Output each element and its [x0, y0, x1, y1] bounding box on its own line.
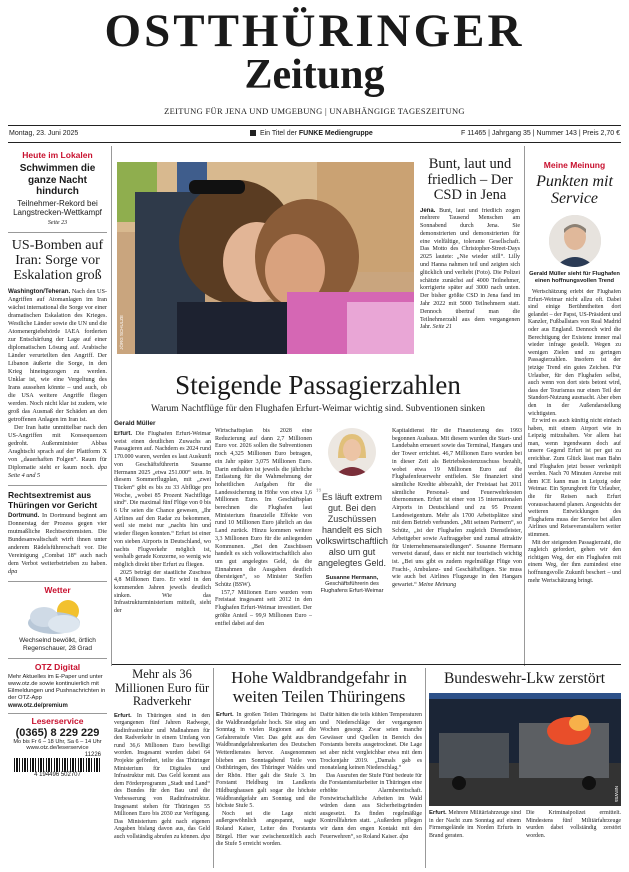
- lead-text-1: Die Flughafen Erfurt-Weimar weist einen deutlichen Zuwachs an Passagieren auf. Nachdem es 2024 rund 170.000 waren, werden es laut Auskunft von Geschäftsführerin Susanne Hermann 2025 „etwa 251.000“ sein. In diesem Sommerflugplan, mit „zwei Tücken“ gibt es bis zu 33 Abflüge pro Woche, „wobei 85 Prozent Nachtflüge sind“. Die maximal fünf Flüge von 0 bis 6 Uhr seien die Chance gewesen, „Ihr Airlines auf den Radar zu bekommen, weil sie meist nur „nachts hin und wieder fliegen konnten.“ Erfurt ist einer von sieben Airports in Deutschland, wo nachts Flugverkehr möglich ist, weshalb gerade Konzerne, so wenig wie möglich direkt über Erfurt zu fliegen.: [114, 431, 211, 568]
- photo-credit: JÖRG SCHULZE: [119, 315, 124, 350]
- digital-label: OTZ Digital: [34, 661, 81, 672]
- quote-box: [316, 428, 388, 660]
- csd-ref: Seite 21: [432, 324, 452, 331]
- publisher-prefix: Ein Titel der: [259, 130, 297, 137]
- fire-body-2: [320, 712, 422, 773]
- lead-text-2: Wirtschaftsplan bis 2028 eine Reduzierung auf dann 2,7 Millionen Euro vor. 2026 sollen die Subventionen noch 4,325 Millionen Euro betragen, ein Jahr später 3,075 Millionen Euro. Darin enthalten ist jeweils die jährliche Entlastung für die Wahrnehmung der hoheitlichen Aufgaben für die Landessicherung in Höhe von etwa 1,6 Millionen Euro. Im Geschäftsplan berechnen die Flughafen laut Ministerium finanzielle Effekte von rund 10 Millionen Euro jährlich an das Land zurück. Hinzu kommen weitere 3,3 Millionen Euro für die anliegenden Kommunen. „Bei den Zuschüssen handelt es sich volkswirtschaftlich also um gut angelegtes Geld, da die Einnahmen die Ausgaben deutlich übersteigen“, so Minister Steffen Schütz (BSW).: [215, 428, 312, 589]
- lkw-col-2: [526, 810, 621, 868]
- weather-text: Wechselnd bewölkt, örtlich Regenschauer, 28 Grad: [19, 636, 96, 652]
- extremist-body: [8, 512, 107, 576]
- extremist-headline: Rechtsextremist aus Thüringen vor Gericht: [8, 489, 98, 510]
- extremist-ref: dpa: [8, 567, 18, 575]
- opinion-body-3: [528, 540, 621, 586]
- divider: [8, 713, 107, 714]
- masthead-title: OSTTHÜRINGER: [104, 5, 525, 57]
- publisher-line: [250, 130, 373, 137]
- lead-body-1: [114, 431, 211, 570]
- opinion-body: [528, 289, 621, 418]
- lead-body-1b: [114, 570, 211, 616]
- service-label: Leserservice: [31, 716, 84, 727]
- lead-author: Gerald Müller: [114, 420, 156, 427]
- radwege-dateline: Erfurt.: [114, 712, 132, 719]
- fire-body-1: [216, 712, 316, 811]
- service-phone: (0365) 8 229 229: [15, 727, 100, 740]
- opinion-column: [528, 146, 621, 666]
- author-avatar: [549, 215, 601, 267]
- lead-subheadline: Warum Nachtflüge für den Flughafen Erfurt-Weimar wichtig sind. Subventionen sinken: [150, 404, 486, 414]
- issue-date: Montag, 23. Juni 2025: [9, 130, 79, 137]
- opinion-body-2: [528, 418, 621, 540]
- fire-col-1: [216, 712, 316, 868]
- opinion-label: Meine Meinung: [543, 160, 606, 170]
- lead-body-2b: [215, 590, 312, 629]
- divider: [8, 581, 107, 582]
- tagline: ZEITUNG FÜR JENA UND UMGEBUNG | UNABHÄNGIGE TAGESZEITUNG: [164, 106, 465, 116]
- barcode-number: 4 194496 502707: [34, 772, 81, 779]
- iran-body-p2: Der Iran hatte unmittelbar nach den US-Angriffen mit Konsequenzen gedroht. Außenminister Abbas Araghtschi sprach auf der Plattform X von „dauerhaften Folgen“. Raum für Diplomatie sieht er kaum noch.: [8, 423, 107, 471]
- quote-text: Es läuft extrem gut. Bei den Zuschüssen handelt es sich volkswirtschaftlich also um gut angelegtes Geld.: [316, 492, 388, 568]
- lkw-body-2: [526, 810, 621, 840]
- divider: [8, 232, 107, 233]
- bottom-divider-2: [425, 668, 426, 868]
- quote-mark-icon: „: [316, 477, 322, 494]
- extremist-text: In Dortmund beginnt am Donnerstag der Prozess gegen vier mutmaßliche Rechtsextremisten. Die Bundesanwaltschaft wirft ihnen unter anderem Rädelsführerschaft vor. Die Vereinigung „Combat 18“ auch nach dem Verbot weiterbetrieben zu haben.: [8, 511, 107, 567]
- opinion-text-3: Mit der steigenden Passagierzahl, die zugleich gefordert, gehen wir den richtigen Weg, der ein Flughafen mit einem Weg, der ihm zumindest eine hoffnungsvolle Zukunft beschert – und mehr Wertschätzung bringt.: [528, 539, 621, 584]
- divider: [8, 485, 107, 486]
- publisher-icon: [250, 130, 256, 136]
- csd-headline: Bunt, laut und friedlich – Der CSD in Jena: [427, 157, 513, 203]
- radwege-article: [114, 668, 210, 868]
- fire-dateline: Erfurt.: [216, 712, 234, 718]
- radwege-headline: Mehr als 36 Millionen Euro für Radverkehr: [114, 668, 210, 708]
- opinion-text-2: Er wird es auch künftig nicht einfach haben, mit einem Airport wie in Leipzig mitzuhalten. Vor allem hat man, wenn irgendwann doch auf unsere Gegend Erfurt ist per gut zu ereichbar. Zum Glück lässt man Bahn und Flughafen jetzt besser verknüpft werden. Nach 70 Minuten Anreise mit dem ICE kann man in Leipzig oder Weimar. Ein Sprungbrett für Urlauber, die für Reisen nach Erfurt vorausschauend planen. Angesichts der weiteren Entwicklungen des Flughafens muss der Service bei allen Airlines und Reiseveranstaltern weiter stimmen.: [528, 418, 621, 538]
- publisher-name: FUNKE Mediengruppe: [298, 130, 373, 137]
- barcode-number-top: 11226: [84, 752, 101, 759]
- service-hours: Mo bis Fr 6 – 18 Uhr, Sa 6 – 14 Uhr: [13, 739, 102, 746]
- lkw-headline: Bundeswehr-Lkw zerstört: [443, 670, 606, 687]
- fire-headline: Hohe Waldbrandgefahr in weiten Teilen Thüringens: [231, 668, 407, 706]
- radwege-body: [114, 713, 210, 842]
- lead-dateline: Erfurt.: [114, 431, 132, 437]
- masthead-subtitle: Zeitung: [244, 52, 385, 98]
- fire-ref: dpa: [399, 833, 409, 840]
- lead-body-2: [215, 428, 312, 590]
- left-column-rule: [111, 146, 112, 666]
- csd-photo: [117, 162, 414, 354]
- quote-name: Susanne Hermann,: [325, 575, 379, 581]
- weather-label: Wetter: [44, 584, 71, 595]
- extremist-dateline: Dortmund.: [8, 511, 40, 519]
- left-column: [8, 146, 107, 866]
- bottom-divider-1: [213, 668, 214, 868]
- iran-body: [8, 288, 107, 424]
- weather-icon: [8, 597, 107, 637]
- fire-text-2b: Das Ausrufen der Stufe Fünf bedeute für die Forstamtsmitarbeiter in Thüringen eine erhöhte Alarmbereitschaft. Forstwirtschaftliche Arbeiten im Wald würden dann aus Sicherheitsgründen ausgesetzt. Es finden regelmäßige Kontrollfahrten statt. „Außerdem pflegen wir dann den engen Kontakt mit den Feuerwehren“, so Roland Kaiser.: [320, 772, 422, 840]
- divider: [8, 658, 107, 659]
- fire-text-1b: Noch sei die Lage nicht außergewöhnlich angespannt, sagte Roland Kaiser, Leiter des Forstamts Bürgel. Hier war zwischenzeitlich auch die Stufe 5 erreicht worden.: [216, 810, 316, 848]
- lead-col-2: [215, 428, 312, 660]
- lead-text-2b: 157,7 Millionen Euro wurden vom Freistaat insgesamt seit 2012 in den Flughafen Erfurt-Weimar investiert. Der größte Anteil – 99,9 Millionen Euro – entfiel dabei auf den: [215, 589, 312, 627]
- lkw-photo: [429, 693, 621, 806]
- opinion-text-1: Wertschätzung erlebt der Flughafen Erfurt-Weimar nicht allzu oft. Dabei sind einige Berühmtheiten dort gelandet – der Papst, US-Präsident und Kanzler, Fußballstars von Real Madrid oder aus England. Dennoch wird die Berechtigung der Existenz immer mal wieder infrage gestellt. Wegen zu wenigen Zielen und zu geringen Passagierzahlen. Insofern ist der jetzige Trend ein gutes Zeichen. Für Urlauber, für den Flughafen selbst, auch wenn von dort stets betont wird, dass der Tourismus nur einen Teil der Standort-Nutzung ausmacht. Aber eben den in der Außendarstellung wichtigsten.: [528, 289, 621, 417]
- lead-headline: Steigende Passagierzahlen: [175, 370, 461, 400]
- lead-body-3: [392, 428, 522, 590]
- fire-text-1: In großen Teilen Thüringens ist die Waldbrandgefahr hoch. Sie stieg am Sonntag in vielen Regionen auf die Gefahrenstufe Vier. Das geht aus den Waldbrandgefahrenkarten des Deutschen Wetterdienstes hervor. Ausgenommen blieben am Sonntagabend Teile von Ostthüringen, des Thüringer Waldes und der Rhön. Hier galt die Stufe 3. Im Forstamt Heldburg im Landkreis Hildburghausen galt sogar die höchste Waldbrandgefahr am Sonntag und die höchste Stufe 5.: [216, 712, 316, 810]
- opinion-caption: Gerald Müller sieht für Flughafen einen hoffnungsvollen Trend: [529, 271, 620, 284]
- lead-text-1b: 2025 beträgt der staatliche Zuschuss 4,8 Millionen Euro. Er wird in den kommenden Jahren jeweils deutlich sinken. Wie das Infrastrukturministerium mitteilt, sieht der: [114, 569, 211, 615]
- opinion-headline: Punkten mit Service: [536, 173, 613, 207]
- fire-body-2b: [320, 773, 422, 841]
- barcode-icon: [14, 758, 101, 772]
- lkw-dateline: Erfurt.: [429, 810, 447, 816]
- digital-url[interactable]: www.otz.de/premium: [8, 703, 68, 710]
- quote-role: Geschäftsführerin des Flughafens Erfurt-Weimar: [320, 581, 384, 594]
- fire-body-1b: [216, 811, 316, 849]
- csd-dateline: Jena.: [420, 207, 436, 214]
- lead-ref: Meine Meinung: [418, 582, 457, 589]
- iran-ref: dpa Seite 4 und 5: [8, 463, 107, 479]
- fire-col-2: [320, 712, 422, 868]
- csd-body: [420, 208, 520, 333]
- csd-text: Bunt, laut und friedlich zogen mehrere Tausend Menschen am Sonnabend durch Jena. Sie demonstrierten und demonstrierten für eine vielfältige, tolerante Gesellschaft. Das Motto des Christopher-Street-Days 2025 lautete: „Nie wieder still“. Lilly und Hanna nahmen teil und zeigten sich glücklich und verliebt (Foto). Die Polizei schätzte zunächst auf 4000 Teilnehmer, korrigierte später auf 3000 nach unten. Der bisher größte CSD in Jena fand im Jahr 2022 mit 5000 Teilnehmern statt. Dennoch übertraf man die Teilnehmerzahl aus dem vergangenen Jahr.: [420, 207, 520, 331]
- digital-text: Mehr Aktuelles im E-Paper und unter www.otz.de sowie kontinuierlich mit Eilmeldungen und Pushnachrichten in der OTZ-App: [8, 673, 106, 702]
- issue-info: F 11465 | Jahrgang 35 | Nummer 143 | Preis 2,70 €: [460, 130, 620, 137]
- radwege-ref: dpa: [201, 834, 210, 840]
- radwege-text: In Thüringen sind in den vergangenen fünf Jahren Radwege, Radinfrastruktur und Maßnahmen für den Radverkehr in einem Umfang von rund 36,6 Millionen Euro bewilligt worden. Insgesamt wurden dabei 64 Projekte gefördert, teilte das Thüringer Ministerium für Digitales und Infrastruktur mit. Das Geld kommt aus dem Förderprogramm „Stadt und Land“ des Bundes für den Bau und die Verbesserung von Radinfrastruktur. Insgesamt stehen für Thüringen 55 Millionen Euro bis 2030 zur Verfügung. Das Ministerium geht nach eigenen Angaben bislang davon aus, das Geld auch vollständig abrufen zu können.: [114, 712, 210, 840]
- iran-dateline: Washington/Teheran.: [8, 287, 71, 295]
- lead-col-1: [114, 420, 211, 660]
- lkw-col-1: [429, 810, 521, 868]
- lkw-text-2: Die Kriminalpolizei ermittelt. Mindestens fünf Militärfahrzeuge wurden dabei vollständig zerstört worden.: [526, 810, 621, 839]
- lkw-body-1: [429, 810, 521, 840]
- lead-text-3: Kapitaldienst für die Finanzierung des 1993 begonnen Ausbaus. Mit diesem wurden die Start- und Landebahn erneuert sowie das Terminal, Hangars und der Tower errichtet. 46,7 Millionen Euro wurden bei in dieser Zeit als Betriebskostenzuschuss bezahlt, wobei etwa 19 Millionen Euro auf die Flughafenfeuerwehr entfielen. Sie finanziert sind sämtliche Kredite abbezahlt, der Freistaat hat 2011 sämtliche Personal- und Feuerwehrkosten übernommen. Erfurt ist einer von 15 internationalen Airports in Deutschland und zu 95 Prozent Landeseigentum. Mehr als 1700 Arbeitsplätze sind mit dem Betrieb verbunden. „Mit seinen Partnern“, so Schütz, „ist der Flughafen zugleich Dienstleister, Arbeitgeber sowie Auftraggeber und zumal attraktiv für Unternehmensansiedlungen“. Susanne Hermann verweist darauf, dass er nicht nur touristisch wichtig ist. „Bei uns gibt es zudem regelmäßige Flüge von Fracht-, Ambulanz- und Geschäftsflügen. Sie muss wie auch bei Airlines Flugzeuge in den Hangars gewartet.“: [392, 428, 522, 589]
- right-column-rule: [524, 146, 525, 666]
- lkw-photo-credit: NEWS5: [614, 785, 619, 802]
- csd-article: [420, 157, 520, 357]
- quote-portrait: [328, 428, 376, 476]
- service-url[interactable]: www.otz.de/leserservice: [26, 745, 89, 752]
- local-subheadline: Teilnehmer-Rekord bei Langstrecken-Wettkampf: [13, 198, 102, 217]
- bottom-row-rule: [112, 664, 621, 665]
- lkw-text-1: Mehrere Militärfahrzeuge sind in der Nacht zum Sonntag auf einem Firmengelände im Norden Erfurts in Brand geraten.: [429, 810, 521, 839]
- iran-body-p1: Nach den US-Angriffen auf Atomanlagen im Iran wächst international die Sorge vor einer dramatischen Eskalation des Krieges. Westliche Länder sowie die UN und die Atomenergiebehörde IAEA forderten zur Entschärfung der Lage auf einer diplomatischen Lösung auf. Arabische Länder verurteilten den Angriff. Der Libanon äußerte die Sorge, in den Krieg hineingezogen zu werden. Unklar ist, wie eine Vergeltung des Irans aussehen könnte – und auch, ob die USA weitere Angriffe fliegen werden. Noch nicht klar ist zudem, wie groß das Ausmaß der Schäden an den getroffenen Anlagen im Iran ist.: [8, 287, 107, 423]
- lead-col-3: [392, 428, 522, 660]
- infobar-top-rule: [8, 125, 621, 126]
- section-label-local: Heute im Lokalen: [22, 150, 93, 160]
- infobar-bottom-rule: [8, 142, 621, 143]
- local-headline: Schwimmen die ganze Nacht hindurch: [19, 163, 96, 197]
- fire-text-2: Dafür hätten die teils kühlen Temperaturen und Niederschläge der vergangenen Wochen gesorgt. Zwar seien manche Gewässer und Quellen in Bereich des Forstamts bereits ausgetrocknet. Die Lage sei aber nicht vergleichbar etwa mit dem Trockenjahr 2019. „Damals gab es monatelang keinen Niederschlag.“: [320, 712, 422, 772]
- iran-body-2: [8, 424, 107, 480]
- local-ref: Seite 23: [47, 219, 68, 226]
- iran-headline: US-Bomben auf Iran: Sorge vor Eskalation groß: [11, 237, 104, 283]
